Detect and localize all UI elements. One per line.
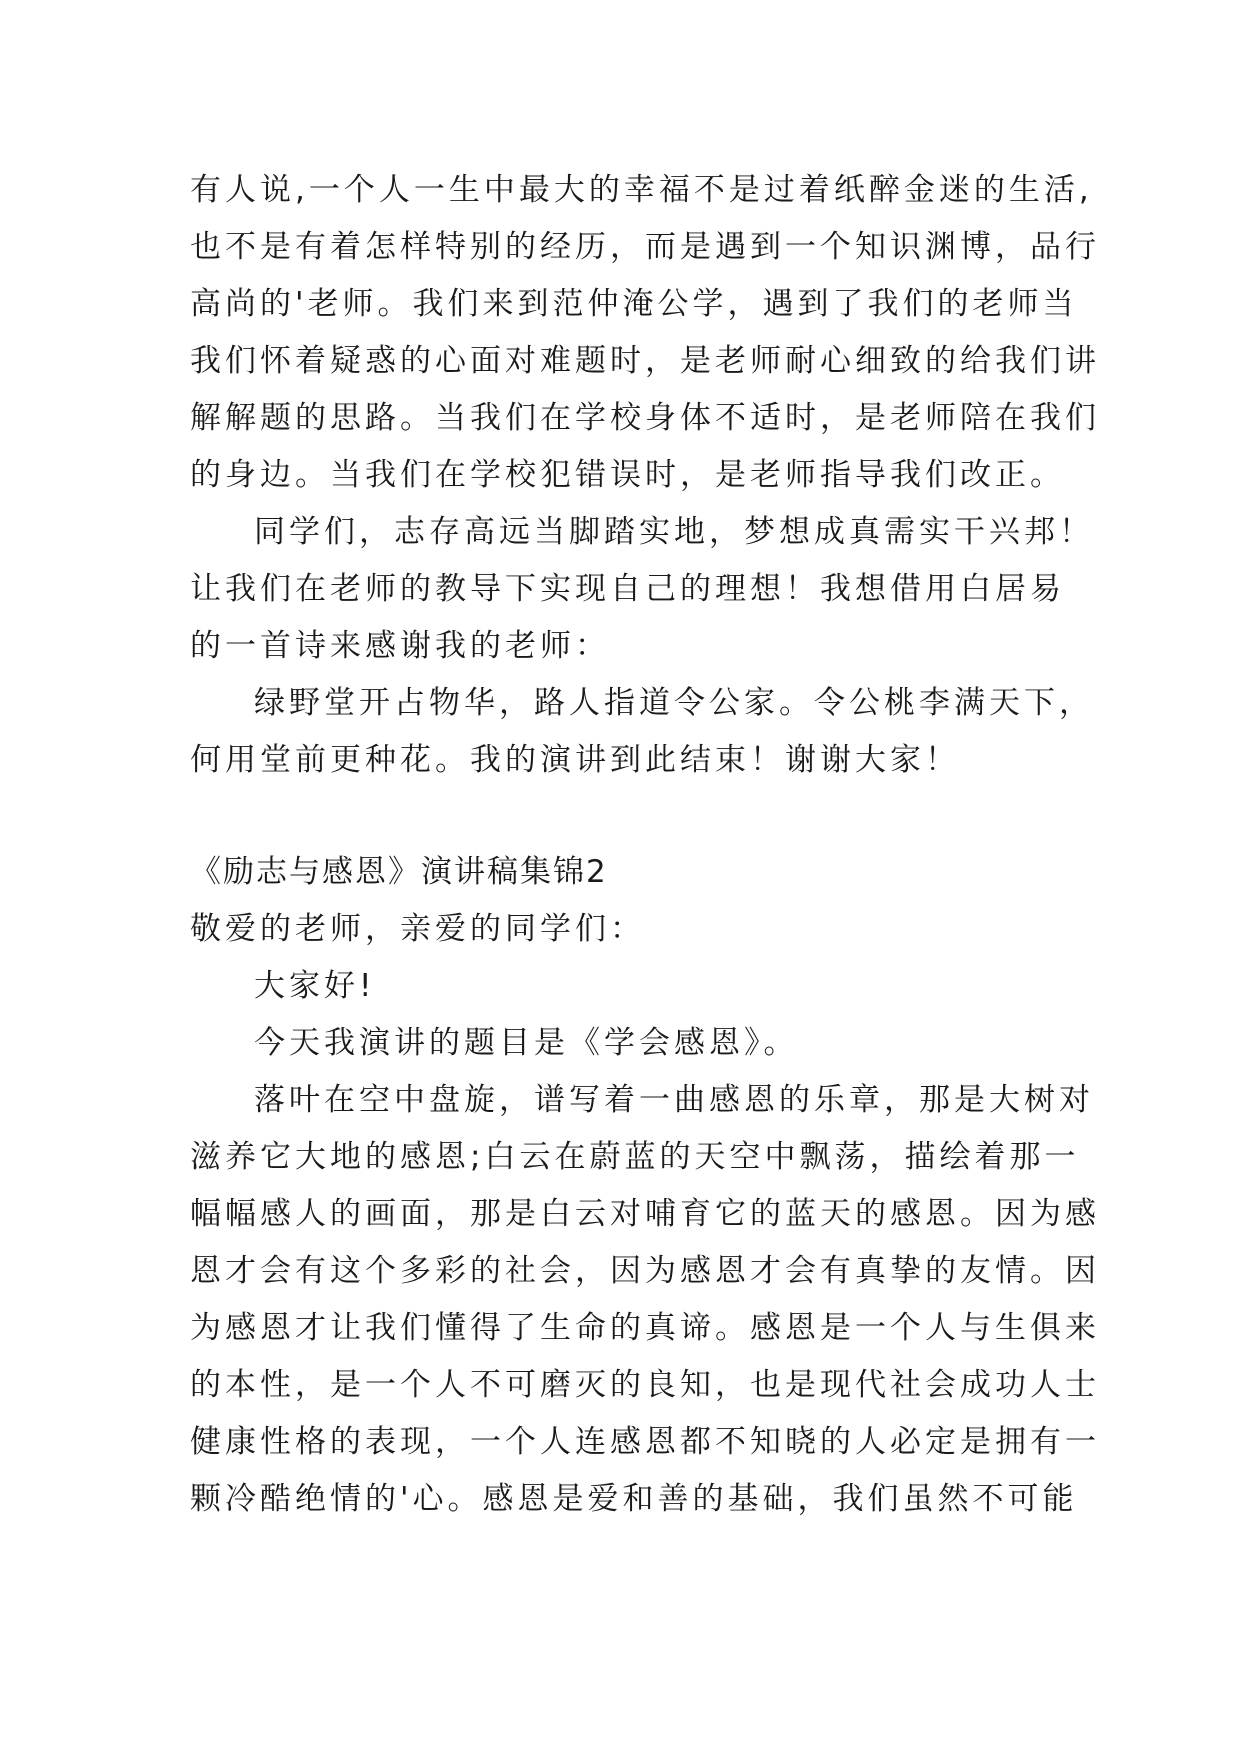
paragraph-line: 我们怀着疑惑的心面对难题时，是老师耐心细致的给我们讲 [190,343,1100,379]
paragraph-line: 落叶在空中盘旋，谱写着一曲感恩的乐章，那是大树对 [254,1082,1094,1118]
paragraph-line: 恩才会有这个多彩的社会，因为感恩才会有真挚的友情。因 [190,1253,1100,1289]
paragraph-line: 颗冷酷绝情的'心。感恩是爱和善的基础，我们虽然不可能 [190,1481,1078,1517]
paragraph-line: 滋养它大地的感恩;白云在蔚蓝的天空中飘荡，描绘着那一 [190,1139,1080,1175]
paragraph-line: 幅幅感人的画面，那是白云对哺育它的蓝天的感恩。因为感 [190,1196,1100,1232]
paragraph-line: 为感恩才让我们懂得了生命的真谛。感恩是一个人与生俱来 [190,1310,1100,1346]
paragraph-line: 的身边。当我们在学校犯错误时，是老师指导我们改正。 [190,457,1065,493]
section-title: 《励志与感恩》演讲稿集锦2 [190,854,608,890]
salutation: 敬爱的老师，亲爱的同学们： [190,911,645,947]
paragraph-line: 高尚的'老师。我们来到范仲淹公学，遇到了我们的老师当 [190,286,1078,322]
paragraph-line: 有人说,一个人一生中最大的幸福不是过着纸醉金迷的生活, [190,172,1093,208]
paragraph-line: 同学们，志存高远当脚踏实地，梦想成真需实干兴邦！ [254,514,1094,550]
paragraph-line: 也不是有着怎样特别的经历，而是遇到一个知识渊博，品行 [190,229,1100,265]
poem-line: 绿野堂开占物华，路人指道令公家。令公桃李满天下， [254,685,1094,721]
speech-topic: 今天我演讲的题目是《学会感恩》。 [254,1025,799,1061]
paragraph-line: 解解题的思路。当我们在学校身体不适时，是老师陪在我们 [190,400,1100,436]
greeting: 大家好! [254,968,376,1004]
poem-line: 何用堂前更种花。我的演讲到此结束！谢谢大家！ [190,742,960,778]
paragraph-line: 的一首诗来感谢我的老师： [190,628,610,664]
paragraph-line: 让我们在老师的教导下实现自己的理想！我想借用白居易 [190,571,1065,607]
paragraph-line: 的本性，是一个人不可磨灭的良知，也是现代社会成功人士 [190,1367,1100,1403]
paragraph-line: 健康性格的表现，一个人连感恩都不知晓的人必定是拥有一 [190,1424,1100,1460]
